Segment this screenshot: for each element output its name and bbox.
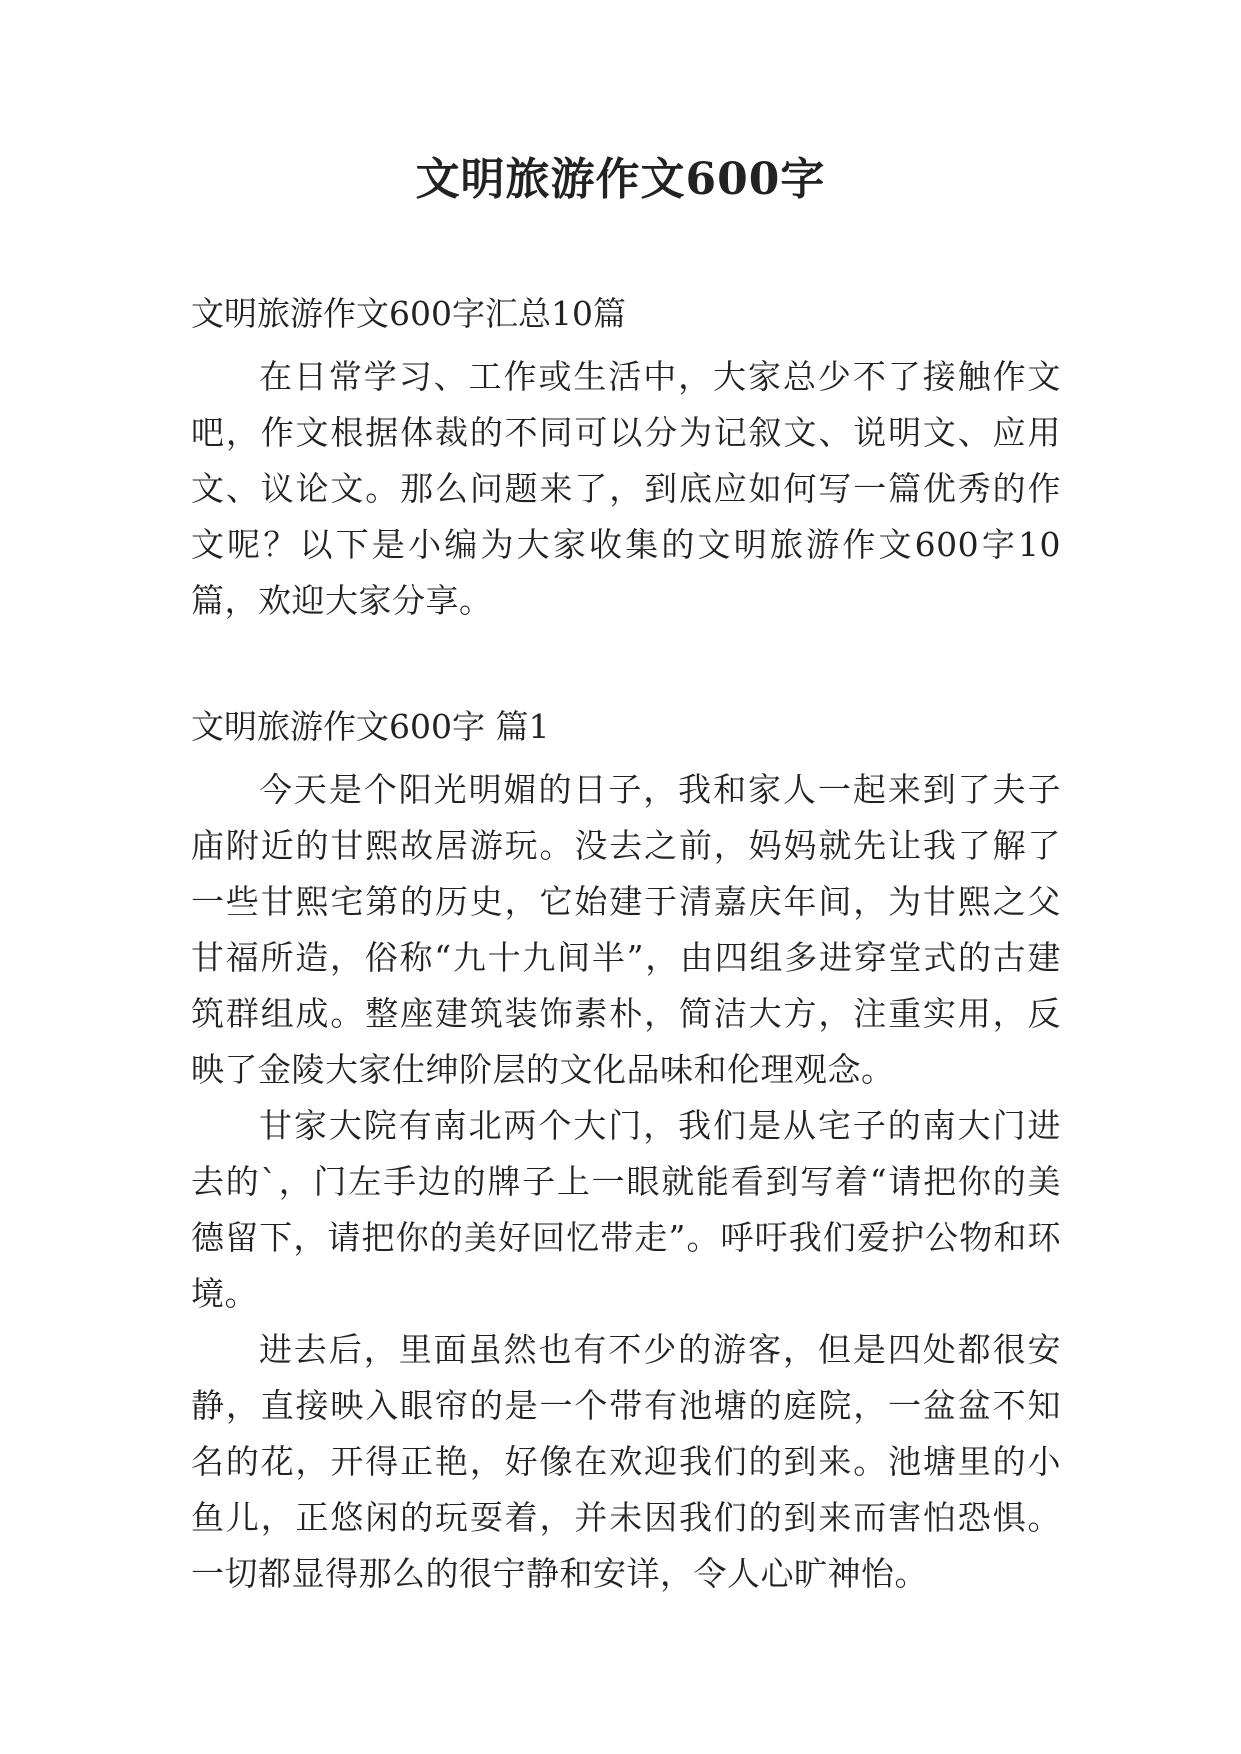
document-body	[191, 286, 1061, 1602]
intro-paragraph: 在日常学习、工作或生活中，大家总少不了接触作文吧，作文根据体裁的不同可以分为记叙文、说明文、应用文、议论文。那么问题来了，到底应如何写一篇优秀的作文呢？以下是小编为大家收集的文明旅游作文600字10篇，欢迎大家分享。	[191, 357, 1061, 620]
document-title: 文明旅游作文600字	[415, 154, 826, 205]
essay-paragraph: 进去后，里面虽然也有不少的游客，但是四处都很安静，直接映入眼帘的是一个带有池塘的庭院，一盆盆不知名的花，开得正艳，好像在欢迎我们的到来。池塘里的小鱼儿，正悠闲的玩耍着，并未因我们的到来而害怕恐惧。一切都显得那么的很宁静和安详，令人心旷神怡。	[191, 1330, 1061, 1593]
essay-heading: 文明旅游作文600字 篇1	[191, 707, 550, 746]
collection-heading: 文明旅游作文600字汇总10篇	[191, 294, 626, 333]
essay-paragraph: 甘家大院有南北两个大门，我们是从宅子的南大门进去的`，门左手边的牌子上一眼就能看到写着“请把你的美德留下，请把你的美好回忆带走”。呼吁我们爱护公物和环境。	[191, 1106, 1061, 1313]
essay-paragraph: 今天是个阳光明媚的日子，我和家人一起来到了夫子庙附近的甘熙故居游玩。没去之前，妈妈就先让我了解了一些甘熙宅第的历史，它始建于清嘉庆年间，为甘熙之父甘福所造，俗称“九十九间半”，由四组多进穿堂式的古建筑群组成。整座建筑装饰素朴，简洁大方，注重实用，反映了金陵大家仕绅阶层的文化品味和伦理观念。	[191, 770, 1061, 1089]
